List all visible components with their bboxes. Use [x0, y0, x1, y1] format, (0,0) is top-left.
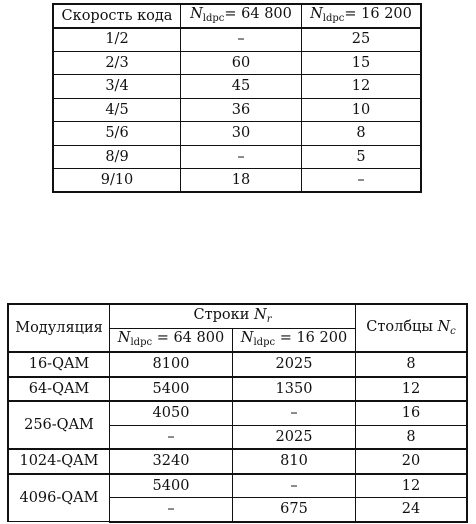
cell: 5/6 [53, 122, 181, 146]
table-row [53, 169, 421, 193]
cell: 4/5 [53, 98, 181, 122]
cell: – [233, 474, 356, 498]
cell: 810 [233, 449, 356, 474]
cell: 45 [181, 75, 302, 99]
cell-modulation: 16-QAM [8, 352, 110, 377]
table-row [8, 377, 467, 402]
modulation-table [7, 303, 468, 523]
cell: 9/10 [53, 169, 181, 193]
cell: 25 [302, 28, 422, 52]
cell: 36 [181, 98, 302, 122]
cell: 8100 [110, 352, 233, 377]
table-row [8, 352, 467, 377]
cell-modulation: 256-QAM [8, 401, 110, 449]
cell: 30 [181, 122, 302, 146]
cell: 5400 [110, 377, 233, 402]
cell: 3/4 [53, 75, 181, 99]
cell: 8 [356, 352, 468, 377]
table-row [53, 75, 421, 99]
code-rate-table [52, 3, 422, 193]
cell-modulation: 1024-QAM [8, 449, 110, 474]
cell: 3240 [110, 449, 233, 474]
cell: 1350 [233, 377, 356, 402]
header-columns: Столбцы $N_c$ [356, 304, 468, 352]
cell: 5 [302, 145, 422, 169]
cell-modulation: 64-QAM [8, 377, 110, 402]
cell: – [110, 425, 233, 449]
table-row [53, 145, 421, 169]
cell: 12 [302, 75, 422, 99]
table-row [53, 98, 421, 122]
table-row [8, 449, 467, 474]
cell: 8/9 [53, 145, 181, 169]
cell: 12 [356, 377, 468, 402]
table-row [8, 401, 467, 425]
header-n16200: $N_{ldpc}= 16$ 200 [302, 4, 422, 28]
cell: 675 [233, 498, 356, 522]
cell: 18 [181, 169, 302, 193]
cell: – [233, 401, 356, 425]
table-row [8, 474, 467, 498]
cell: 24 [356, 498, 468, 522]
cell: – [181, 28, 302, 52]
table-row [53, 122, 421, 146]
table-header-row [53, 4, 421, 28]
header-modulation: Модуляция [8, 304, 110, 352]
header-code-rate: Скорость кода [53, 4, 181, 28]
header-n64800: $N_{ldpc}= 64$ 800 [181, 4, 302, 28]
cell-modulation: 4096-QAM [8, 474, 110, 522]
header-n16200: $N_{ldpc} = 16$ 200 [233, 328, 356, 352]
header-rows: Строки $N_r$ [110, 304, 356, 328]
cell: 2/3 [53, 51, 181, 75]
cell: 8 [302, 122, 422, 146]
cell: – [181, 145, 302, 169]
cell: – [110, 498, 233, 522]
cell: 8 [356, 425, 468, 449]
table-row [53, 51, 421, 75]
cell: 2025 [233, 425, 356, 449]
table-header-row [8, 304, 467, 328]
header-n64800: $N_{ldpc} = 64$ 800 [110, 328, 233, 352]
cell: 2025 [233, 352, 356, 377]
cell: 4050 [110, 401, 233, 425]
cell: 12 [356, 474, 468, 498]
cell: 1/2 [53, 28, 181, 52]
cell: – [302, 169, 422, 193]
cell: 10 [302, 98, 422, 122]
cell: 60 [181, 51, 302, 75]
cell: 5400 [110, 474, 233, 498]
cell: 15 [302, 51, 422, 75]
cell: 16 [356, 401, 468, 425]
cell: 20 [356, 449, 468, 474]
table-row [53, 28, 421, 52]
